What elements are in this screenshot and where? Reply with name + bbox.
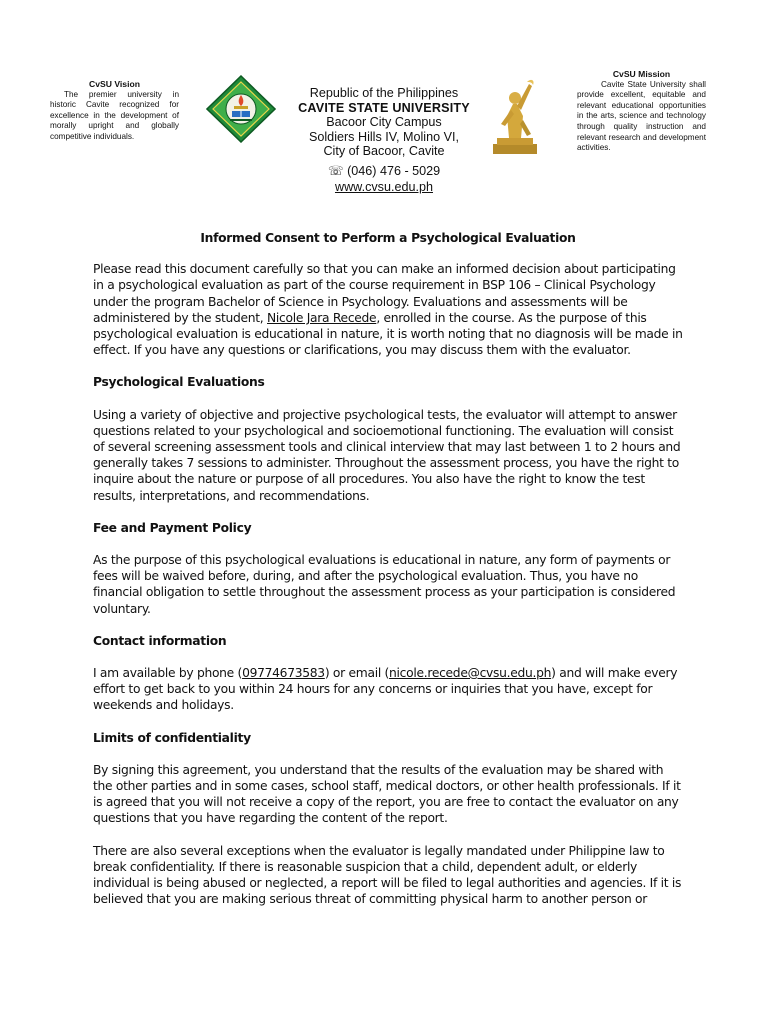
confidentiality-paragraph-2: There are also several exceptions when the evaluator is legally mandated under Philippine law to break confidentiality. If there is reasonable suspicion that a child, dependent adult, or elderly individual is being abused or neglected, a report will be filed to legal authorities and agencies. If it is believed that you are making serious threat of committing physical harm to another person or bbox=[93, 843, 682, 907]
mission-text: Cavite State University shall provide excellent, equitable and relevant educational opportunities in the arts, science and technology through quality instruction and relevant research and development activities. bbox=[577, 79, 706, 153]
document-title: Informed Consent to Perform a Psychological Evaluation bbox=[200, 231, 576, 245]
phone-number: (046) 476 - 5029 bbox=[347, 163, 441, 178]
phone-line bbox=[290, 163, 478, 179]
phone-icon: ☏ bbox=[327, 163, 344, 178]
vision-title: CvSU Vision bbox=[89, 79, 140, 89]
section-heading-confidentiality: Limits of confidentiality bbox=[93, 730, 251, 745]
section-heading-fee: Fee and Payment Policy bbox=[93, 520, 252, 535]
golden-statue-icon bbox=[487, 76, 543, 156]
vision-block bbox=[50, 79, 179, 143]
contact-text-b: ) or email ( bbox=[324, 666, 390, 681]
contact-phone-link[interactable]: 09774673583 bbox=[242, 666, 325, 681]
contact-email-link[interactable]: nicole.recede@cvsu.edu.ph bbox=[389, 666, 552, 681]
mission-title: CvSU Mission bbox=[612, 69, 671, 79]
university-seal-icon bbox=[206, 75, 276, 143]
intro-text-a: Please read this document carefully so that you can make an informed decision about participating in a psychological evaluation as part of the course requirement in BSP 106 – Clinical Psychology under the program Bachelor of Science in Psychology. Evaluations and assessments will be administered by the student, bbox=[93, 262, 676, 325]
intro-text-b: , enrolled in the course. As the purpose of this psychological evaluation is educational in nature, it is worth noting that no diagnosis will be made in effect. If you have any questions or clarifications, you may discuss them with the evaluator. bbox=[93, 310, 683, 358]
document-body bbox=[93, 230, 683, 924]
evaluations-paragraph: Using a variety of objective and projective psychological tests, the evaluator will attempt to answer questions related to your psychological and socioemotional functioning. The evaluation will consist of several screening assessment tools and clinical interview that may last between 1 to 2 hours and generally takes 7 sessions to administer. Throughout the assessment process, you have the right to inquire about the nature or purpose of all procedures. You also have the right to know the test results, interpretations, and recommendations. bbox=[93, 407, 681, 503]
confidentiality-paragraph-1: By signing this agreement, you understand that the results of the evaluation may be shared with the other parties and in some cases, school staff, medical doctors, or other health professionals. If it is agreed that you will not receive a copy of the report, you are free to contact the evaluator on any questions that you have regarding the content of the report. bbox=[93, 762, 681, 826]
vision-text: The premier university in historic Cavite recognized for excellence in the development of morally upright and globally competitive individuals. bbox=[50, 89, 179, 141]
university-header bbox=[290, 86, 478, 196]
address-line-2: City of Bacoor, Cavite bbox=[323, 144, 445, 159]
contact-paragraph bbox=[93, 665, 683, 714]
campus-line: Bacoor City Campus bbox=[326, 115, 442, 129]
intro-paragraph bbox=[93, 261, 683, 358]
university-name: CAVITE STATE UNIVERSITY bbox=[298, 101, 470, 115]
contact-text-c: ) and will make every effort to get back to you within 24 hours for any concerns or inquiries that you have, except for weekends and holidays. bbox=[93, 666, 678, 713]
student-name: Nicole Jara Recede bbox=[267, 310, 377, 325]
republic-line: Republic of the Philippines bbox=[309, 86, 459, 100]
website-link[interactable]: www.cvsu.edu.ph bbox=[334, 179, 433, 194]
section-heading-evaluations: Psychological Evaluations bbox=[93, 375, 265, 390]
mission-block bbox=[577, 69, 706, 154]
address-line-1: Soldiers Hills IV, Molino VI, bbox=[308, 129, 460, 144]
fee-paragraph: As the purpose of this psychological evaluations is educational in nature, any form of payments or fees will be waived before, during, and after the psychological evaluation. Thus, you have no financial obligation to settle throughout the assessment process as your participation is considered voluntary. bbox=[93, 553, 676, 616]
contact-text-a: I am available by phone ( bbox=[93, 666, 243, 681]
section-heading-contact: Contact information bbox=[93, 633, 227, 648]
